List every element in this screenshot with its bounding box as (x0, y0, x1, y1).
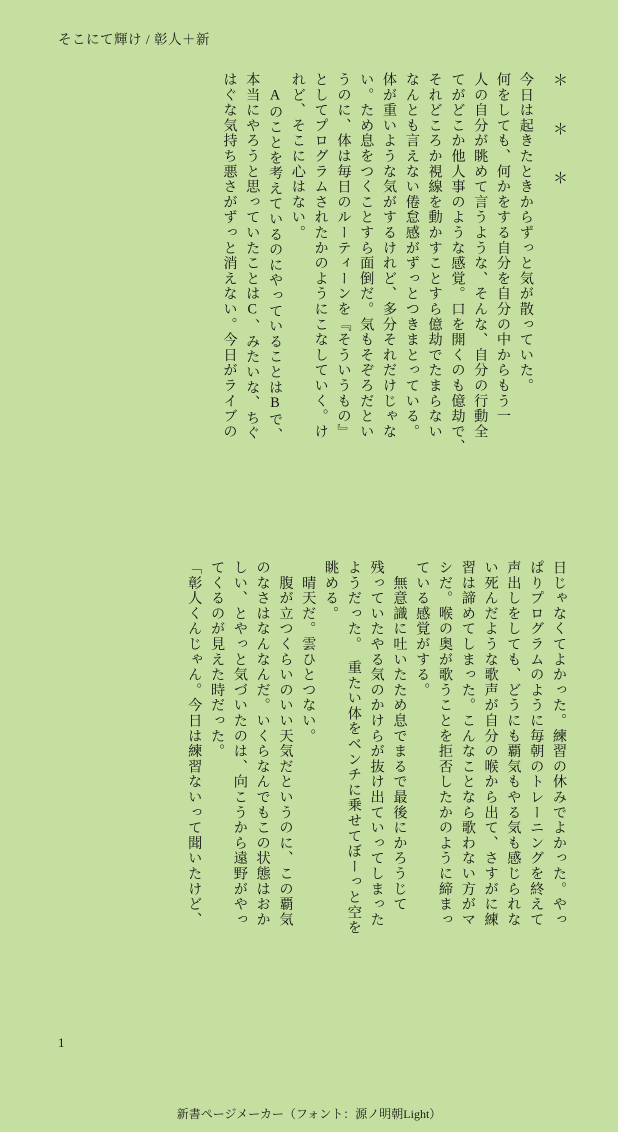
text-column: 人の自分が眺めて言うような、そんな、自分の行動全 (472, 72, 489, 440)
text-column: ている感覚がする。 (414, 560, 431, 698)
text-column: シだ。喉の奥が歌うことを拒否したかのように締まっ (437, 560, 454, 928)
text-column: としてプログラムされたかのようにこなしていく。け (312, 72, 329, 440)
text-column: ようだった。 重たい体をベンチに乗せてぼーっと空を (345, 560, 362, 936)
text-column: 「彰人くんじゃん。今日は練習ないって聞いたけど、 (186, 560, 203, 928)
text-column: 習は諦めてしまった。こんなことなら歌わない方がマ (459, 560, 476, 928)
text-column: 無意識に吐いたため息でまるで最後にかろうじて (391, 560, 408, 912)
text-column: 残っていたやる気のかけらが抜け出ていってしまった (368, 560, 385, 928)
page-header-title: そこにて輝け / 彰人＋新 (58, 32, 211, 47)
text-column: のなさはなんなんだ。いくらなんでもこの状態はおか (254, 560, 271, 928)
text-column: しい、とやっと気づいたのは、向こうから遠野がやっ (231, 560, 248, 928)
text-column: それどころか視線を動かすことすら億劫でたまらない (426, 72, 443, 440)
text-column: Aのことを考えているのにやっていることはBで、 (267, 72, 284, 443)
text-column: てくるのが見えた時だった。 (209, 560, 226, 759)
text-column: 本当にやろうと思っていたことはC、みたいな、ちぐ (244, 72, 261, 441)
text-column: 何をしても、何かをする自分を自分の中からもう一 (495, 72, 512, 424)
text-column: 今日は起きたときからずっと気が散っていた。 (517, 72, 534, 394)
text-column: い死んだような歌声が自分の喉から出て、さすがに練 (482, 560, 499, 928)
text-column: うのに、体は毎日のルーティーンを『そういうもの』 (335, 72, 352, 440)
text-column: 晴天だ。雲ひとつない。 (300, 560, 317, 744)
text-column: てがどこか他人事のような感覚。口を開くのも億劫で、 (449, 72, 466, 455)
body-text-lower-block (52, 560, 566, 1030)
text-column: 日じゃなくてよかった。練習の休みでよかった。やっ (551, 560, 567, 928)
text-column: 声出しをしても、どうにも覇気もやる気も感じられな (505, 560, 522, 928)
text-column: 腹が立つくらいのいい天気だというのに、この覇気 (277, 560, 294, 928)
text-column: 眺める。 (323, 560, 340, 622)
scene-break-marker: ＊ ＊ ＊ (551, 72, 567, 194)
text-column: ぱりプログラムのように毎朝のトレーニングを終えて (528, 560, 545, 928)
text-column: 体が重いような気がするけれど、多分それだけじゃな (381, 72, 398, 440)
text-column: れど、そこに心はない。 (289, 72, 306, 241)
footer-credit: 新書ページメーカー（フォント：源ノ明朝Light） (176, 1107, 442, 1121)
page-number: 1 (58, 1035, 65, 1050)
text-column: はぐな気持ち悪さがずっと消えない。今日がライブの (221, 72, 238, 440)
text-column: なんとも言えない倦怠感がずっとつきまとっている。 (403, 72, 420, 440)
text-column: い。ため息をつくことすら面倒だ。気もそぞろだとい (358, 72, 375, 440)
